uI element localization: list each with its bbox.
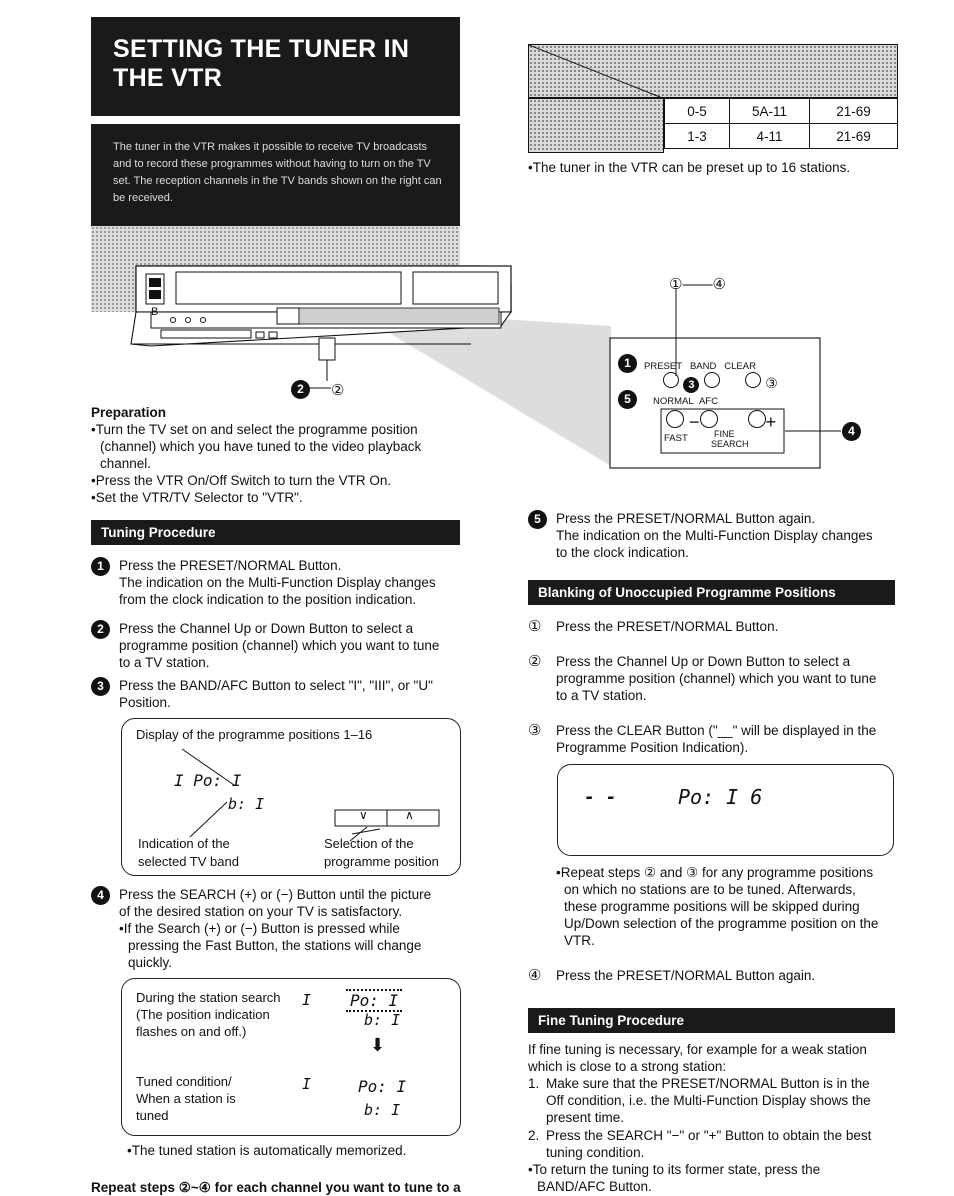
step-number: 1: [91, 557, 110, 576]
label-line: Selection of the: [324, 836, 414, 851]
preset-button[interactable]: [663, 372, 679, 388]
tuned-condition-label: [136, 1073, 236, 1124]
preset-note: •The tuner in the VTR can be preset up to 16 stations.: [528, 160, 851, 175]
repeat-note: Repeat steps ②~④ for each channel you want to tune to a: [91, 1180, 461, 1195]
step-line: to the clock indication.: [556, 545, 689, 560]
callout-2-label: ②: [331, 382, 345, 399]
tuning-procedure-heading: Tuning Procedure: [91, 520, 460, 545]
preparation-line: •Set the VTR/TV Selector to "VTR".: [91, 490, 303, 505]
step-line: quickly.: [128, 955, 173, 970]
lcd-dashes: - -: [584, 787, 617, 808]
step-line: of the desired station on your TV is satisfactory.: [119, 904, 403, 919]
item-line: Press the SEARCH "−" or "+" Button to obtain the best: [546, 1128, 872, 1143]
step-line: Press the PRESET/NORMAL Button again.: [556, 511, 816, 526]
label-line: programme position: [324, 854, 439, 869]
item-line: present time.: [546, 1110, 625, 1125]
step-line: •If the Search (+) or (−) Button is pressed while: [119, 921, 400, 936]
step-marker: 1: [618, 354, 637, 373]
display-caption: Display of the programme positions 1–16: [136, 727, 373, 742]
step-number: 3: [91, 677, 110, 696]
panel-step-5: [618, 390, 637, 409]
display-positions-box: [121, 718, 461, 876]
table-cell: 21-69: [810, 124, 898, 149]
step-line: The indication on the Multi-Function Display changes: [556, 528, 873, 543]
label-normal: NORMAL: [653, 396, 694, 407]
search-minus-button[interactable]: [700, 410, 718, 428]
lcd-band-indicator: I: [302, 1075, 312, 1093]
label-line: (The position indication: [136, 1007, 270, 1022]
step-line: The indication on the Multi-Function Display changes: [119, 575, 436, 590]
step-number: ④: [528, 967, 542, 984]
fine-tuning-return-note: [528, 1161, 908, 1195]
title-box: [91, 17, 460, 116]
panel-step-4: [842, 422, 861, 441]
search-status-box: [121, 978, 461, 1136]
lcd-flashing-position: Po: I: [346, 989, 402, 1012]
label-line: flashes on and off.): [136, 1024, 247, 1039]
table-row: [665, 99, 898, 124]
indication-label: [138, 835, 239, 871]
step-line: to a TV station.: [119, 655, 210, 670]
fast-button[interactable]: [666, 410, 684, 428]
fine-tuning-intro: [528, 1041, 908, 1075]
item-line: tuning condition.: [546, 1145, 645, 1160]
step-marker: 4: [842, 422, 861, 441]
selection-label: [324, 835, 439, 871]
channel-down-button[interactable]: ∨: [359, 808, 368, 822]
lcd-position-display: I Po: I: [174, 771, 242, 790]
step-number: ①: [528, 618, 542, 635]
table-cell: 1-3: [665, 124, 730, 149]
table-cell: 21-69: [810, 99, 898, 124]
label-band: BAND: [689, 361, 717, 372]
step-number: ③: [528, 722, 542, 739]
title-line-2: THE VTR: [113, 64, 223, 92]
intro-line: If fine tuning is necessary, for example for a weak station: [528, 1042, 867, 1057]
step-number: ②: [528, 653, 542, 670]
preparation-heading: Preparation: [91, 405, 167, 420]
lcd-position-16: Po: I 6: [678, 785, 763, 809]
step-line: Press the SEARCH (+) or (−) Button until the picture: [119, 887, 432, 902]
callout-step-2-marker: [291, 380, 310, 399]
label-clear: CLEAR: [724, 361, 756, 372]
note-line: Up/Down selection of the programme position on the: [564, 916, 879, 931]
step-marker-2: 2: [291, 380, 310, 399]
blanking-heading: Blanking of Unoccupied Programme Positions: [528, 580, 895, 605]
table-row: [665, 124, 898, 149]
panel-normal-afc: [653, 396, 718, 407]
step-line: Position.: [119, 695, 171, 710]
note-line: •To return the tuning to its former state, press the: [528, 1162, 821, 1177]
panel-buttons-row1: [663, 372, 778, 393]
label-line: selected TV band: [138, 854, 239, 869]
intro-line: which is close to a strong station:: [528, 1059, 727, 1074]
step-line: to a TV station.: [556, 688, 647, 703]
item-line: Make sure that the PRESET/NORMAL Button is in the: [546, 1076, 870, 1091]
step-line: Press the Channel Up or Down Button to select a: [556, 654, 851, 669]
note-line: on which no stations are to be tuned. Afterwards,: [564, 882, 856, 897]
step-line: Press the BAND/AFC Button to select "I", "III", or "U": [119, 678, 433, 693]
vtr-label-b: B: [151, 306, 159, 318]
blank-display-box: [557, 764, 894, 856]
label-line: When a station is: [136, 1091, 236, 1106]
step-number: 2: [91, 620, 110, 639]
callout-3: ③: [765, 375, 778, 391]
minus-label: −: [689, 412, 700, 432]
title-line-1: SETTING THE TUNER IN: [113, 35, 410, 63]
band-button[interactable]: [704, 372, 720, 388]
note-line: these programme positions will be skipped during: [564, 899, 860, 914]
preparation-line: (channel) which you have tuned to the video playback: [100, 439, 422, 454]
step-line: programme position (channel) which you want to tune: [556, 671, 877, 686]
preparation-line: channel.: [100, 456, 152, 471]
step-line: pressing the Fast Button, the stations will change: [128, 938, 422, 953]
label-afc: AFC: [698, 396, 718, 407]
lcd-band-display: b: I: [364, 1011, 401, 1029]
lcd-band-display: b: I: [364, 1101, 401, 1119]
step-number: 5: [528, 510, 547, 529]
step-line: Press the PRESET/NORMAL Button.: [119, 558, 342, 573]
label-line: tuned: [136, 1108, 169, 1123]
blanking-repeat-note: [556, 864, 901, 949]
step-line: programme position (channel) which you want to tune: [119, 638, 440, 653]
search-plus-button[interactable]: [748, 410, 766, 428]
note-line: BAND/AFC Button.: [537, 1179, 652, 1194]
lcd-band-indicator: I: [302, 991, 312, 1009]
channel-up-button[interactable]: ∧: [405, 808, 414, 822]
step-line: Press the PRESET/NORMAL Button again.: [556, 968, 816, 983]
channel-table: [528, 44, 898, 153]
step-marker: 5: [618, 390, 637, 409]
channel-table-body: [664, 98, 898, 149]
step-line: Press the CLEAR Button ("__" will be displayed in the: [556, 723, 877, 738]
callout-1-4: ①——④: [669, 276, 726, 293]
table-cell: 4-11: [730, 124, 810, 149]
intro-text: The tuner in the VTR makes it possible to receive TV broadcasts and to record these programmes without having to turn on the TV set. The reception channels in the TV bands shown on the right can be received.: [113, 141, 442, 204]
label-search: SEARCH: [711, 439, 749, 449]
label-fine: FINE: [714, 429, 735, 439]
table-cell: 0-5: [665, 99, 730, 124]
lcd-tuned-position: Po: I: [358, 1077, 407, 1096]
label-line: During the station search: [136, 990, 281, 1005]
fine-tuning-heading: Fine Tuning Procedure: [528, 1008, 895, 1033]
preparation-line: •Press the VTR On/Off Switch to turn the VTR On.: [91, 473, 392, 488]
step-line: Programme Position Indication).: [556, 740, 749, 755]
label-line: Indication of the: [138, 836, 230, 851]
intro-box: [91, 124, 460, 226]
step-marker-3: 3: [683, 377, 699, 393]
preparation-section: [91, 404, 471, 506]
item-number: 1.: [528, 1076, 540, 1091]
lcd-band-display: b: I: [228, 795, 265, 813]
plus-label: +: [765, 412, 777, 432]
table-row-header-area: [528, 98, 664, 153]
preparation-line: •Turn the TV set on and select the programme position: [91, 422, 418, 437]
label-line: Tuned condition/: [136, 1074, 232, 1089]
item-line: Off condition, i.e. the Multi-Function Display shows the: [546, 1093, 871, 1108]
step-line: Press the PRESET/NORMAL Button.: [556, 619, 779, 634]
table-header-area: [528, 44, 898, 98]
label-fast: FAST: [664, 433, 688, 444]
table-diagonal: [529, 45, 665, 99]
step-number: 4: [91, 886, 110, 905]
step-line: from the clock indication to the position indication.: [119, 592, 417, 607]
down-arrow-icon: ⬇: [370, 1035, 386, 1055]
note-line: VTR.: [564, 933, 595, 948]
page-title: [91, 17, 460, 93]
clear-button[interactable]: [745, 372, 761, 388]
memorized-note: •The tuned station is automatically memorized.: [127, 1143, 407, 1158]
note-line: •Repeat steps ② and ③ for any programme positions: [556, 865, 874, 880]
panel-preset-band-clear: [644, 361, 756, 372]
step-line: Press the Channel Up or Down Button to select a: [119, 621, 414, 636]
table-cell: 5A-11: [730, 99, 810, 124]
label-preset: PRESET: [644, 361, 683, 372]
item-number: 2.: [528, 1128, 540, 1143]
during-search-label: [136, 989, 281, 1040]
panel-step-1: [618, 354, 637, 373]
